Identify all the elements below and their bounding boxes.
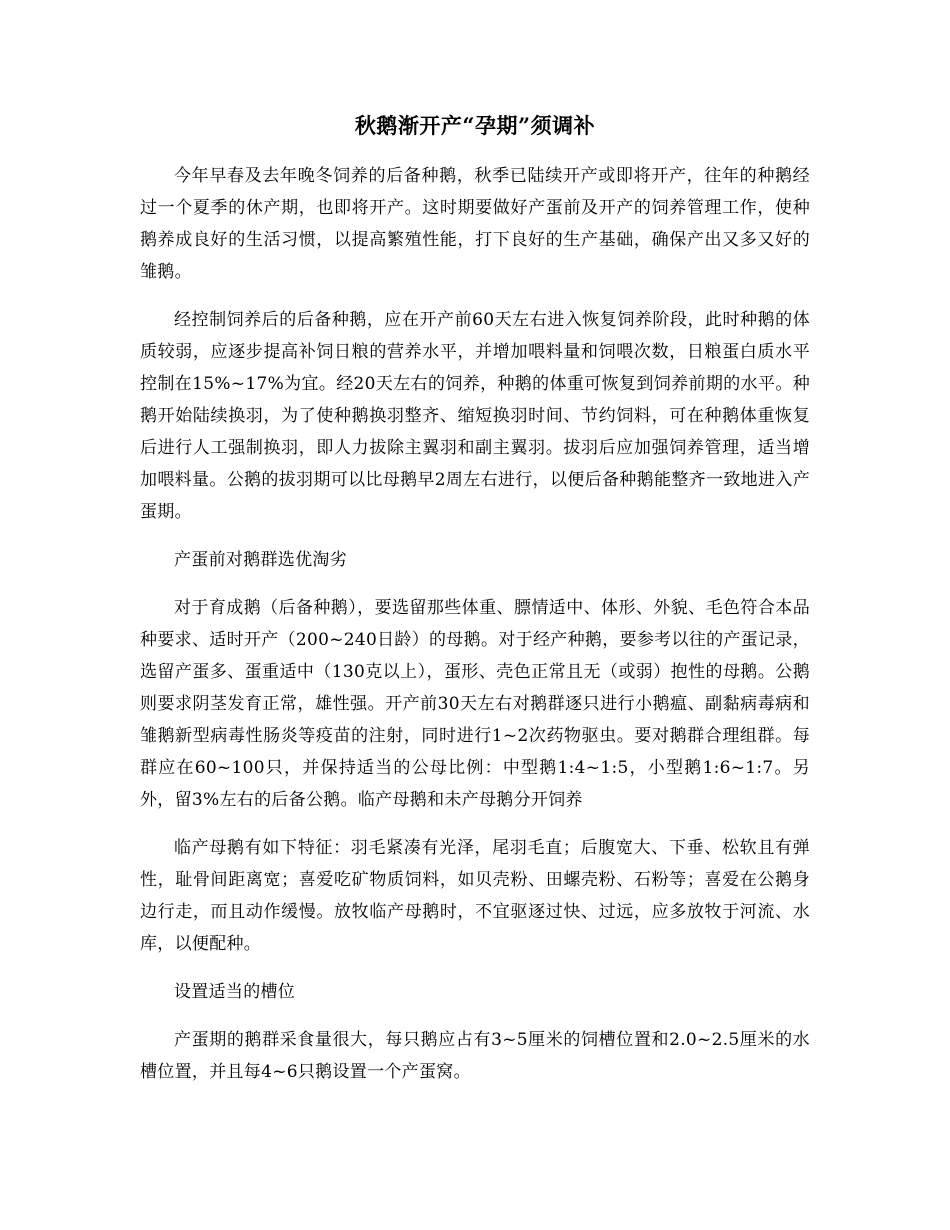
document-body — [140, 106, 810, 1104]
paragraph-selection: 对于育成鹅（后备种鹅），要选留那些体重、膘情适中、体形、外貌、毛色符合本品种要求、适时开产（200~240日龄）的母鹅。对于经产种鹅，要参考以往的产蛋记录，选留产蛋多、蛋重适中（130克以上），蛋形、壳色正常且无（或弱）抱性的母鹅。公鹅则要求阴茎发育正常，雄性强。开产前30天左右对鹅群逐只进行小鹅瘟、副黏病毒病和雏鹅新型病毒性肠炎等疫苗的注射，同时进行1~2次药物驱虫。要对鹅群合理组群。每群应在60~100只，并保持适当的公母比例：中型鹅1:4~1:5，小型鹅1:6~1:7。另外，留3%左右的后备公鹅。临产母鹅和未产母鹅分开饲养 — [140, 598, 810, 810]
paragraph-troughs: 产蛋期的鹅群采食量很大，每只鹅应占有3~5厘米的饲槽位置和2.0~2.5厘米的水槽位置，并且每4~6只鹅设置一个产蛋窝。 — [140, 1030, 810, 1082]
section-heading-troughs: 设置适当的槽位 — [174, 982, 296, 1002]
paragraph-laying-signs: 临产母鹅有如下特征：羽毛紧凑有光泽，尾羽毛直；后腹宽大、下垂、松软且有弹性，耻骨间距离宽；喜爱吃矿物质饲料，如贝壳粉、田螺壳粉、石粉等；喜爱在公鹅身边行走，而且动作缓慢。放牧临产母鹅时，不宜驱逐过快、过远，应多放牧于河流、水库，以便配种。 — [140, 838, 810, 954]
section-heading-selection: 产蛋前对鹅群选优淘劣 — [174, 550, 347, 570]
paragraph-intro: 今年早春及去年晚冬饲养的后备种鹅，秋季已陆续开产或即将开产，往年的种鹅经过一个夏季的休产期，也即将开产。这时期要做好产蛋前及开产的饲养管理工作，使种鹅养成良好的生活习惯，以提高繁殖性能，打下良好的生产基础，确保产出又多又好的雏鹅。 — [140, 166, 810, 282]
paragraph-recovery-feeding: 经控制饲养后的后备种鹅，应在开产前60天左右进入恢复饲养阶段，此时种鹅的体质较弱，应逐步提高补饲日粮的营养水平，并增加喂料量和饲喂次数，日粮蛋白质水平控制在15%~17%为宜。经20天左右的饲养，种鹅的体重可恢复到饲养前期的水平。种鹅开始陆续换羽，为了使种鹅换羽整齐、缩短换羽时间、节约饲料，可在种鹅体重恢复后进行人工强制换羽，即人力拔除主翼羽和副主翼羽。拔羽后应加强饲养管理，适当增加喂料量。公鹅的拔羽期可以比母鹅早2周左右进行，以便后备种鹅能整齐一致地进入产蛋期。 — [140, 310, 810, 522]
document-title: 秋鹅渐开产“孕期”须调补 — [354, 113, 596, 138]
